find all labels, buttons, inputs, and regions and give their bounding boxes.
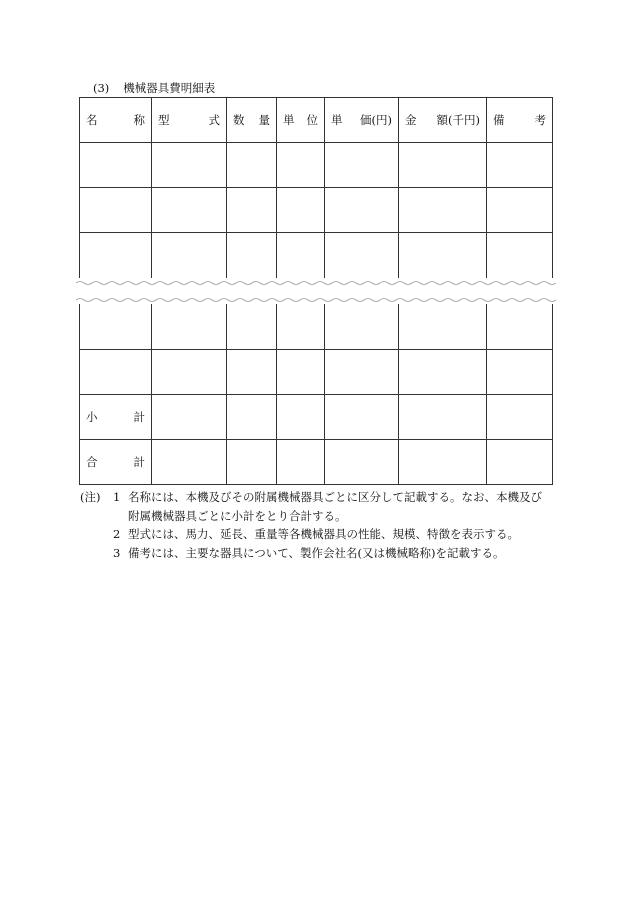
table-cell — [325, 233, 399, 278]
table-cell — [227, 304, 277, 349]
table-cell — [152, 233, 227, 278]
notes-section — [80, 488, 560, 562]
table-header-row — [80, 98, 553, 143]
header-model: 型 式 — [152, 98, 227, 143]
table-cell — [487, 143, 553, 188]
table-cell — [277, 143, 325, 188]
table-cell — [399, 439, 487, 484]
table-break-wave — [76, 278, 556, 306]
note-number: 1 — [113, 490, 121, 504]
note-item-2 — [80, 525, 560, 544]
table-cell — [80, 143, 152, 188]
note-text: 附属機械器具ごとに小計をとり合計する。 — [128, 508, 347, 523]
table-cell — [80, 188, 152, 233]
table-cell — [152, 143, 227, 188]
table-cell — [152, 188, 227, 233]
table-row — [80, 349, 553, 394]
table-cell — [325, 439, 399, 484]
table-row — [80, 188, 553, 233]
header-quantity: 数 量 — [227, 98, 277, 143]
note-text: 名称には、本機及びその附属機械器具ごとに区分して記載する。なお、本機及び — [128, 490, 542, 504]
table-cell — [487, 439, 553, 484]
table-cell — [277, 233, 325, 278]
table-cell — [80, 349, 152, 394]
total-label: 合 計 — [80, 439, 152, 484]
table-row — [80, 304, 553, 349]
table-cell — [399, 233, 487, 278]
table-cell — [325, 143, 399, 188]
table-cell — [227, 188, 277, 233]
table-cell — [80, 304, 152, 349]
note-item-3 — [80, 544, 560, 563]
table-cell — [277, 394, 325, 439]
table-cell — [227, 349, 277, 394]
table-cell — [227, 439, 277, 484]
notes-label: (注) — [80, 490, 101, 504]
equipment-cost-table-bottom — [79, 304, 553, 485]
table-cell — [277, 304, 325, 349]
header-unit-price: 単 価(円) — [325, 98, 399, 143]
header-unit: 単 位 — [277, 98, 325, 143]
note-number: 2 — [113, 527, 121, 541]
table-cell — [399, 394, 487, 439]
table-cell — [80, 233, 152, 278]
table-cell — [399, 143, 487, 188]
table-cell — [227, 143, 277, 188]
table-cell — [277, 188, 325, 233]
table-cell — [227, 233, 277, 278]
header-name: 名 称 — [80, 98, 152, 143]
table-cell — [325, 394, 399, 439]
table-cell — [152, 304, 227, 349]
table-cell — [399, 188, 487, 233]
table-cell — [325, 304, 399, 349]
table-row — [80, 233, 553, 278]
note-item-1 — [80, 488, 560, 525]
table-cell — [399, 349, 487, 394]
table-cell — [152, 349, 227, 394]
header-amount: 金 額(千円) — [399, 98, 487, 143]
table-title-text: 機械器具費明細表 — [123, 81, 216, 95]
subtotal-label: 小 計 — [80, 394, 152, 439]
table-cell — [277, 349, 325, 394]
table-cell — [325, 349, 399, 394]
note-text: 型式には、馬力、延長、重量等各機械器具の性能、規模、特徴を表示する。 — [128, 527, 519, 541]
table-cell — [325, 188, 399, 233]
table-cell — [399, 304, 487, 349]
table-cell — [487, 233, 553, 278]
note-number: 3 — [113, 545, 121, 560]
note-text: 備考には、主要な器具について、製作会社名(又は機械略称)を記載する。 — [128, 545, 505, 560]
table-title-number: (3) — [93, 81, 110, 95]
table-cell — [487, 394, 553, 439]
table-cell — [152, 394, 227, 439]
header-remarks: 備 考 — [487, 98, 553, 143]
table-cell — [487, 188, 553, 233]
table-cell — [277, 439, 325, 484]
table-cell — [152, 439, 227, 484]
equipment-cost-table-top — [79, 97, 553, 278]
subtotal-row — [80, 394, 553, 439]
total-row — [80, 439, 553, 484]
table-title — [93, 80, 215, 96]
table-cell — [487, 349, 553, 394]
table-cell — [487, 304, 553, 349]
table-row — [80, 143, 553, 188]
table-cell — [227, 394, 277, 439]
